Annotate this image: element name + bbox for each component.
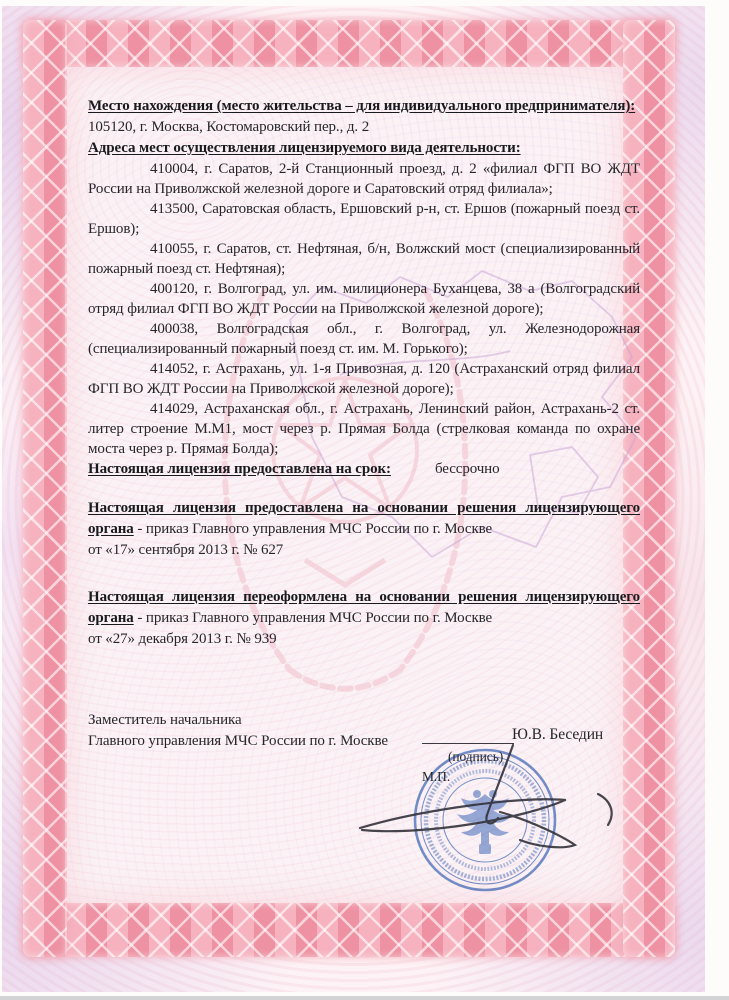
seal-place-abbr: М.П. — [422, 769, 451, 784]
frame-band-bottom — [23, 903, 675, 957]
reissued-section — [88, 587, 640, 650]
granted-value: приказ Главного управления МЧС России по г. Москве — [145, 521, 493, 537]
address-item: 410055, г. Саратов, ст. Нефтяная, б/н, Волжский мост (специализированный пожарный поезд ст. Нефтяная); — [88, 241, 640, 277]
term-value: бессрочно — [434, 461, 500, 477]
granted-section — [88, 498, 640, 561]
scanner-edge-artifact — [0, 996, 729, 1000]
signer-name: Ю.В. Беседин — [512, 726, 604, 743]
addresses-list — [88, 159, 640, 459]
granted-date: от «17» сентября 2013 г. № 627 — [88, 542, 284, 558]
address-item: 400038, Волгоградская обл., г. Волгоград, ул. Железнодорожная (специализированный пожарный поезд ст. им. М. Горького); — [88, 321, 640, 357]
reissued-date: от «27» декабря 2013 г. № 939 — [88, 631, 277, 647]
term-label: Настоящая лицензия предоставлена на срок: — [88, 461, 391, 477]
reissued-separator: - — [137, 610, 143, 626]
address-item: 410004, г. Саратов, 2-й Станционный проезд, д. 2 «филиал ФГП ВО ЖДТ России на Приволжской железной дороге и Саратовский отряд филиала»; — [88, 161, 640, 197]
reissued-label: Настоящая лицензия переоформлена на основании решения лицензирующего органа — [88, 589, 640, 626]
signer-position-line2: Главного управления МЧС России по г. Москве — [88, 733, 388, 749]
document-body — [88, 96, 640, 800]
granted-separator: - — [137, 521, 143, 537]
address-item: 413500, Саратовская область, Ершовский р-н, ст. Ершов (пожарный поезд ст. Ершов); — [88, 201, 640, 237]
address-item: 414029, Астраханская обл., г. Астрахань, Ленинский район, Астрахань-2 ст. литер строение М.М1, мост через р. Прямая Болда (стрелковая команда по охране моста через р. Прямая Болда); — [88, 401, 640, 457]
location-label: Место нахождения (место жительства – для индивидуального предпринимателя): — [88, 98, 636, 114]
signer-position-line1: Заместитель начальника — [88, 712, 242, 728]
frame-band-top — [23, 20, 675, 67]
address-item: 400120, г. Волгоград, ул. им. милиционера Буханцева, 38 а (Волгоградский отряд филиал ФГП ВО ЖДТ России на Приволжской железной дороге); — [88, 281, 640, 317]
term-line — [88, 459, 640, 480]
frame-band-left — [23, 20, 67, 957]
location-value: 105120, г. Москва, Костомаровский пер., д. 2 — [88, 119, 370, 135]
handwritten-signature — [330, 730, 640, 870]
addresses-label: Адреса мест осуществления лицензируемого вида деятельности: — [88, 140, 521, 156]
address-item: 414052, г. Астрахань, ул. 1-я Привозная, д. 120 (Астраханский отряд филиал ФГП ВО ЖДТ России на Приволжской железной дороге); — [88, 361, 640, 397]
signature-caption: (подпись) — [448, 749, 504, 764]
granted-label: Настоящая лицензия предоставлена на основании решения лицензирующего органа — [88, 500, 640, 537]
reissued-value: приказ Главного управления МЧС России по г. Москве — [145, 610, 493, 626]
